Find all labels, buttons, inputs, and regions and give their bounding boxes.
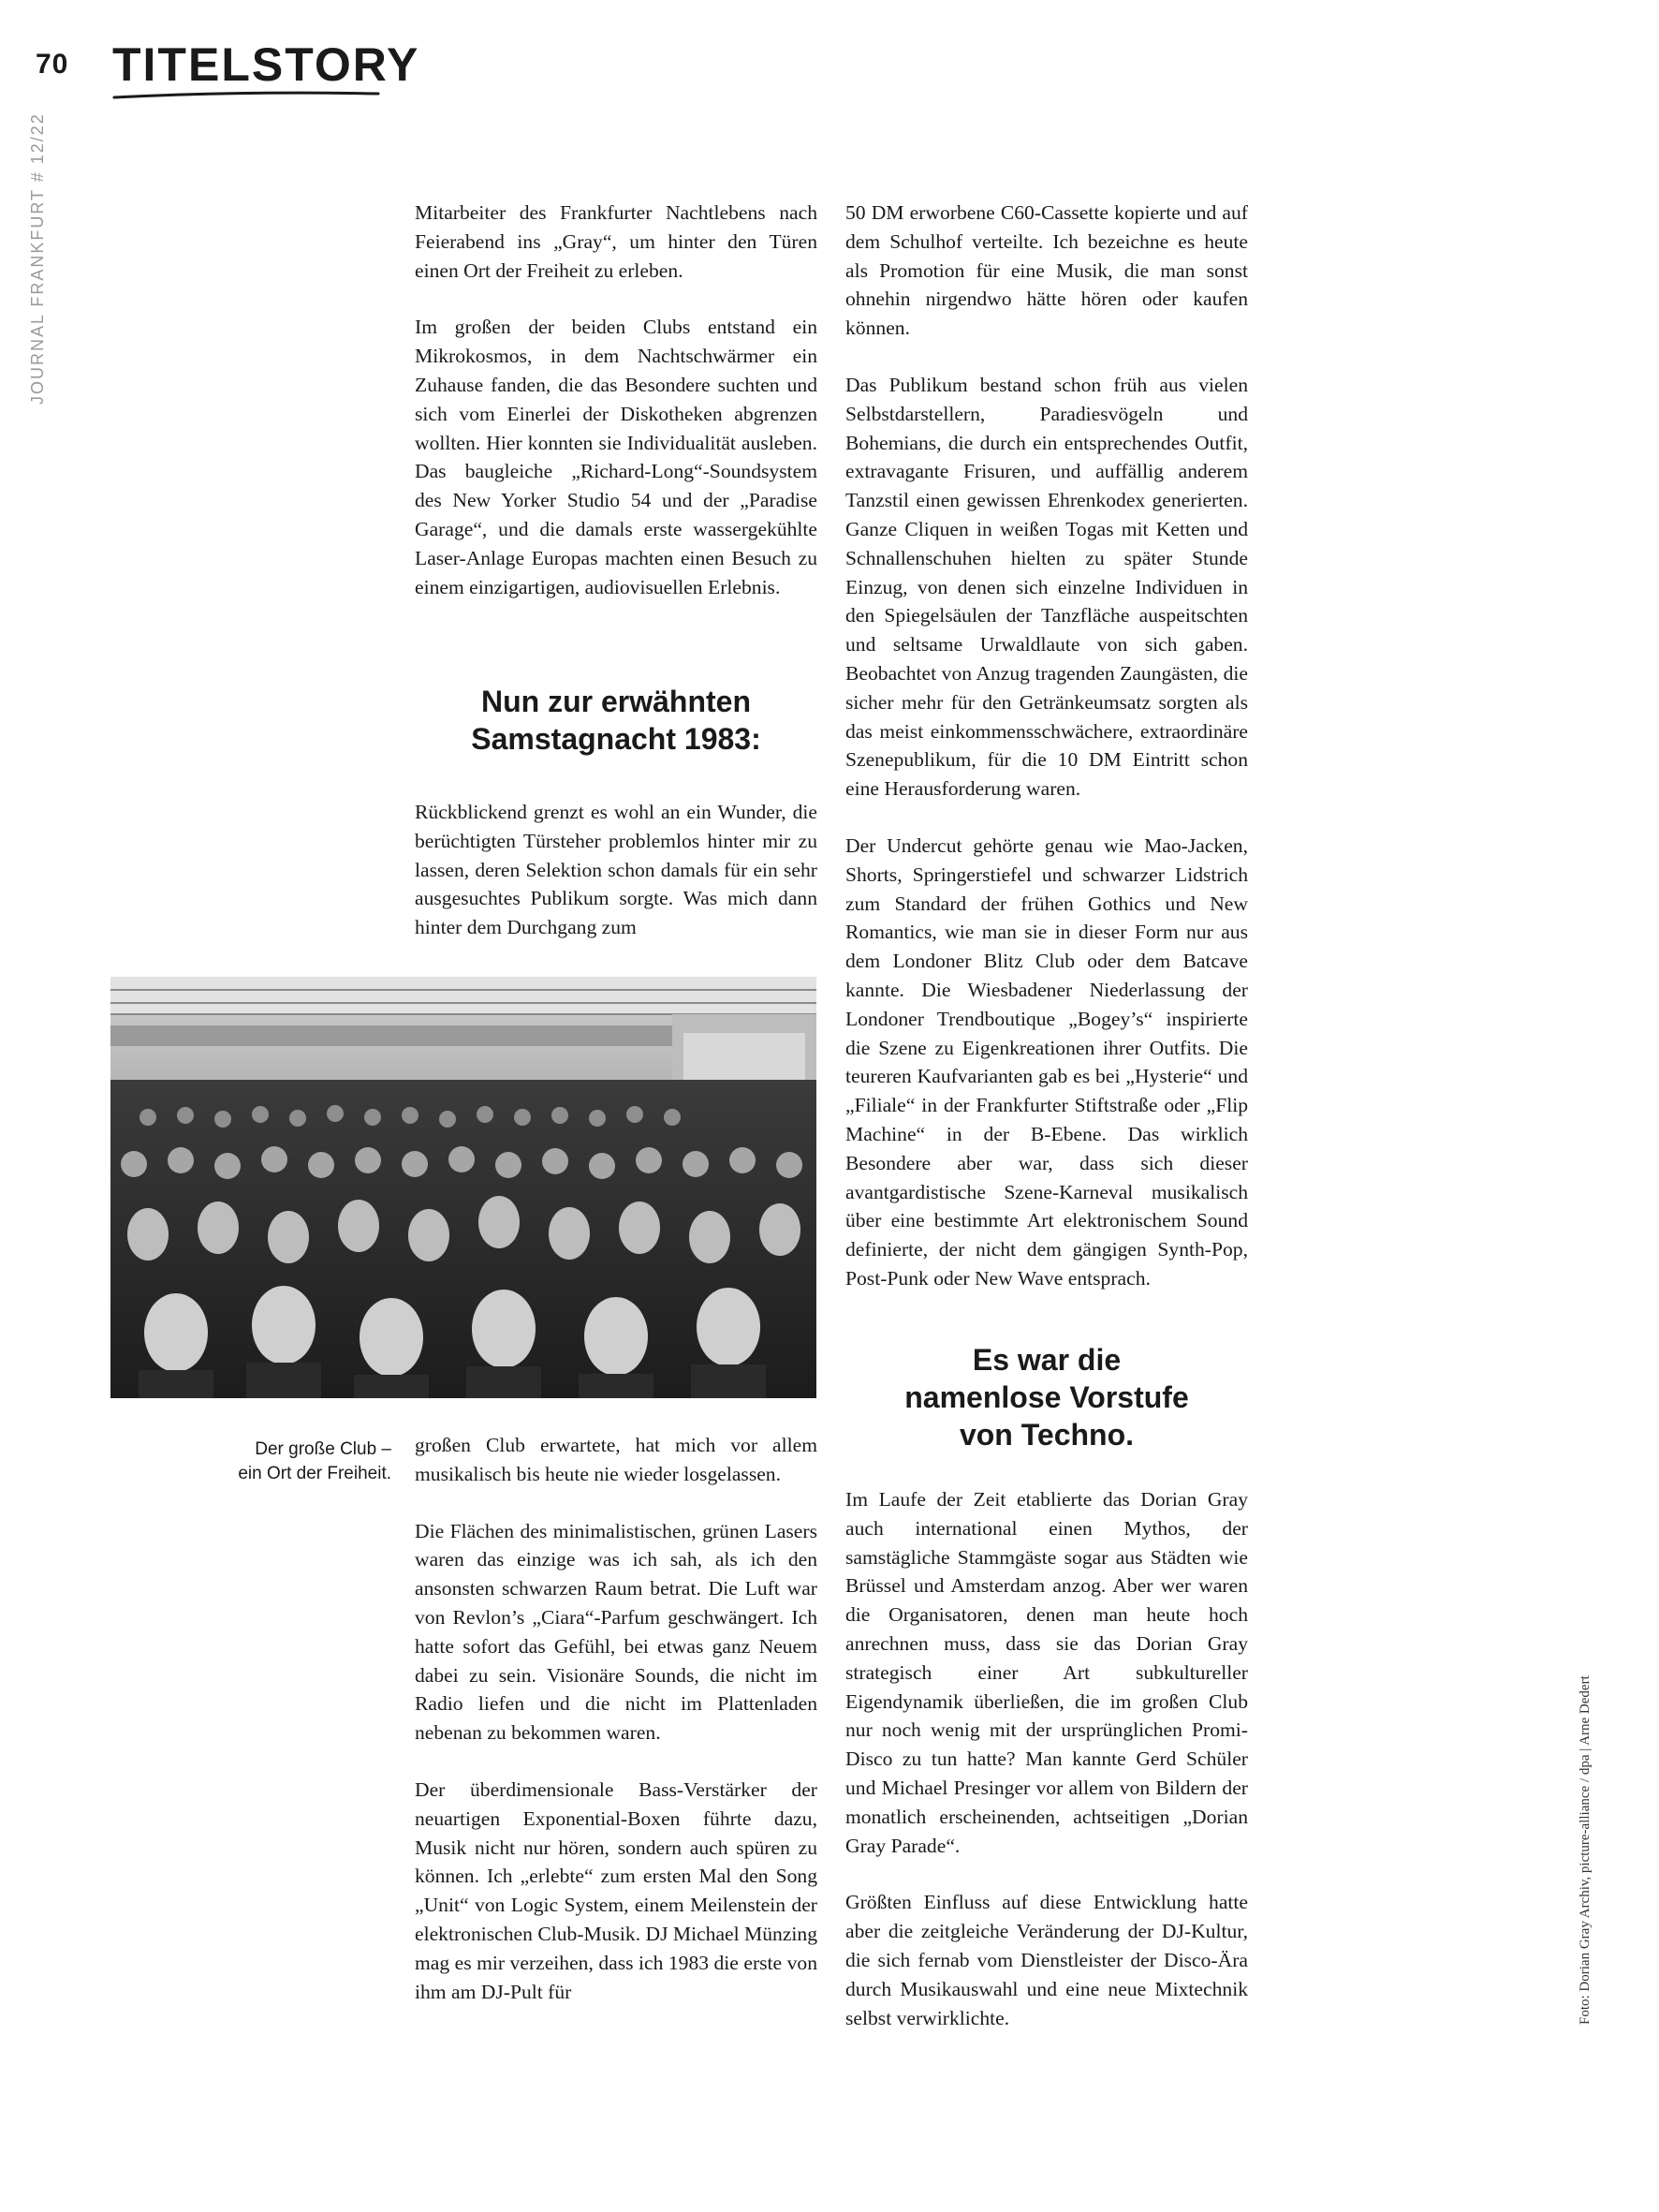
- subheading-line: Nun zur erwähnten: [480, 685, 751, 718]
- paragraph: Das Publikum bestand schon früh aus vielen Selbstdarstellern, Paradiesvögeln und Bohemians, die durch ein entsprechendes Outfit, extravagante Frisuren, und auffällig anderem Tanzstil einen gewissen Ehrenkodex generierten. Ganze Cliquen in weißen Togas mit Ketten und Schnallenschuhen hielten zu später Stunde Einzug, von denen sich einzelne Individuen in den Spiegelsäulen der Tanzfläche auspeitschten und seltsame Urwaldlaute von sich gaben. Beobachtet von Anzug tragenden Zaungästen, die sicher mehr für den Getränkeumsatz sorgten als das meist einkommensschwächere, extraordinäre Szenepublikum, für die 10 DM Eintritt schon eine Herausforderung waren.: [845, 373, 1248, 801]
- paragraph: 50 DM erworbene C60-Cassette kopierte und auf dem Schulhof verteilte. Ich bezeichne es heute als Promotion für eine Musik, die man sonst ohnehin nirgendwo hätte hören oder kaufen können.: [845, 201, 1248, 340]
- paragraph: Rückblickend grenzt es wohl an ein Wunder, die berüchtigten Türsteher problemlos hinter mir zu lassen, deren Selektion schon damals für ein sehr ausgesuchtes Publikum sorgte. Was mich dann hinter dem Durchgang zum: [415, 801, 817, 939]
- paragraph: Der Undercut gehörte genau wie Mao-Jacken, Shorts, Springerstiefel und schwarzer Lidstrich zum Standard der frühen Gothics und New Romantics, wie man sie in dieser Form nur aus dem Londoner Blitz Club oder dem Batcave kannte. Die Wiesbadener Niederlassung der Londoner Trendboutique „Bogey’s“ inspirierte die Szene zu Eigenkreationen ihrer Outfits. Die teureren Kaufvarianten gab es bei „Hysterie“ und „Filiale“ in der Frankfurter Stiftstraße oder „Flip Machine“ in der B-Ebene. Das wirklich Besondere aber war, dass sich dieser avantgardistische Szene-Karneval musikalisch über eine bestimmte Art elektronischem Sound definierte, der nicht dem gängigen Synth-Pop, Post-Punk oder New Wave entsprach.: [845, 833, 1248, 1290]
- subheading-line: von Techno.: [959, 1418, 1135, 1452]
- caption-line: Der große Club –: [255, 1439, 391, 1459]
- title-underline: [112, 90, 380, 99]
- photo-caption: [187, 1438, 391, 1486]
- left-column-top: [415, 199, 817, 629]
- paragraph: großen Club erwartete, hat mich vor allem musikalisch bis heute nie wieder losgelassen.: [415, 1434, 817, 1485]
- paragraph: Größten Einfluss auf diese Entwicklung hatte aber die zeitgleiche Veränderung der DJ-Kultur, die sich fernab vom Dienstleister der Disco-Ära durch Musikauswahl und eine neue Mixtechnik selbst verwirklichte.: [845, 1891, 1248, 2029]
- subheading-line: namenlose Vorstufe: [904, 1380, 1189, 1414]
- photo-credit: Foto: Dorian Gray Archiv, picture-alliance / dpa | Arne Dedert: [1578, 1675, 1593, 2025]
- left-column-bottom: [415, 1431, 817, 2034]
- paragraph: Mitarbeiter des Frankfurter Nachtlebens nach Feierabend ins „Gray“, um hinter den Türen einen Ort der Freiheit zu erleben.: [415, 201, 817, 282]
- left-column-middle: [415, 798, 817, 970]
- vertical-issue-label: JOURNAL FRANKFURT # 12/22: [28, 112, 47, 405]
- subheading-line: Es war die: [972, 1343, 1122, 1377]
- paragraph: Im Laufe der Zeit etablierte das Dorian Gray auch international einen Mythos, der samstägliche Stammgäste sogar aus Städten wie Brüssel und Amsterdam anzog. Aber wer waren die Organisatoren, denen man heute hoch anrechnen muss, dass sie das Dorian Gray strategisch einer Art subkultureller Eigendynamik überließen, die im großen Club nur noch wenig mit der ursprünglichen Promi-Disco zu tun hatte? Man kannte Gerd Schüler und Michael Presinger vor allem von Bildern der monatlich erscheinenden, achtseitigen „Dorian Gray Parade“.: [845, 1488, 1248, 1857]
- club-crowd-photo: [110, 977, 816, 1398]
- paragraph: Der überdimensionale Bass-Verstärker der neuartigen Exponential-Boxen führte dazu, Musik nicht nur hören, sondern auch spüren zu können. Ich „erlebte“ zum ersten Mal den Song „Unit“ von Logic System, einem Meilenstein der elektronischen Club-Musik. DJ Michael Münzing mag es mir verzeihen, dass ich 1983 die erste von ihm am DJ-Pult für: [415, 1777, 818, 2003]
- section-title: TITELSTORY: [112, 38, 420, 91]
- subheading-line: Samstagnacht 1983:: [471, 722, 761, 756]
- page-number: 70: [36, 49, 69, 80]
- crowd-illustration: [110, 977, 816, 1398]
- right-column-top: [845, 199, 1248, 1321]
- subheading-saturday-night: [415, 683, 817, 758]
- caption-line: ein Ort der Freiheit.: [238, 1464, 391, 1483]
- paragraph: Die Flächen des minimalistischen, grünen Lasers waren das einzige was ich sah, als ich den ansonsten schwarzen Raum betrat. Die Luft war von Revlon’s „Ciara“-Parfum geschwängert. Ich hatte sofort das Gefühl, bei etwas ganz Neuem dabei zu sein. Visionäre Sounds, die nicht im Radio liefen und die nicht im Plattenladen nebenan zu bekommen waren.: [415, 1519, 817, 1745]
- right-column-bottom: [845, 1485, 1248, 2060]
- paragraph: Im großen der beiden Clubs entstand ein Mikrokosmos, in dem Nachtschwärmer ein Zuhause fanden, die das Besondere suchten und sich vom Einerlei der Diskotheken abgrenzen wollten. Hier konnten sie Individualität ausleben. Das baugleiche „Richard-Long“-Soundsystem des New Yorker Studio 54 und der „Paradise Garage“, und die damals erste wassergekühlte Laser-Anlage Europas machten einen Besuch zu einem einzigartigen, audiovisuellen Erlebnis.: [415, 316, 817, 598]
- subheading-techno: [845, 1341, 1248, 1453]
